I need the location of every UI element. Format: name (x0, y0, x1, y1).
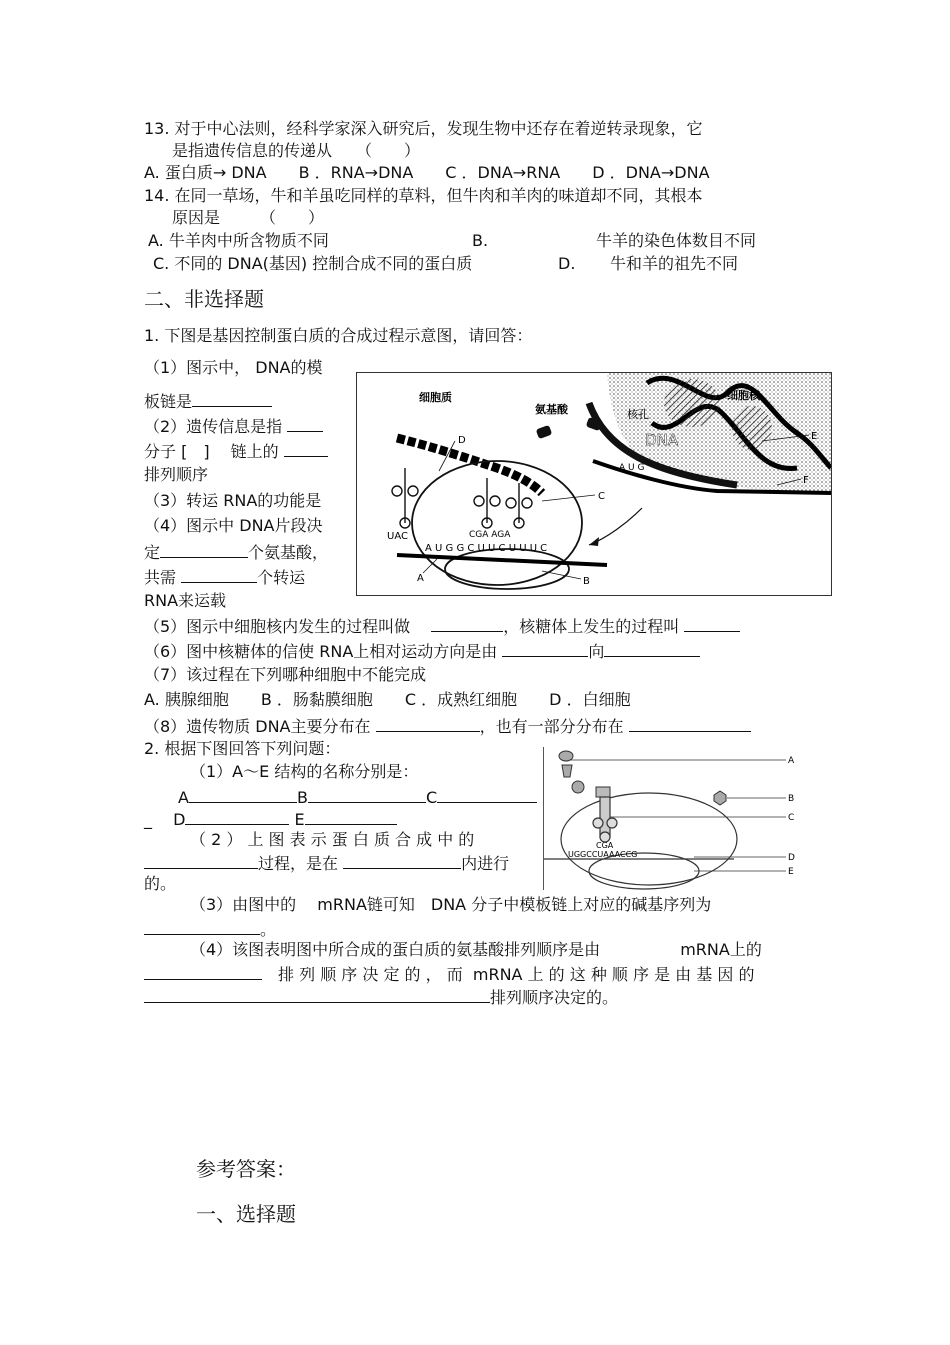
p2-s2-line1: （ 2 ） 上 图 表 示 蛋 白 质 合 成 中 的 (190, 830, 475, 849)
label-b: B (788, 794, 795, 804)
p2-s2-line3: 的。 (144, 874, 177, 893)
p2-s1-de: _ D E (144, 808, 397, 830)
p1-s7-options: A. 胰腺细胞 B ．肠黏膜细胞 C ．成熟红细胞 D ．白细胞 (144, 690, 631, 709)
blank[interactable] (502, 640, 588, 657)
blank[interactable] (604, 640, 700, 657)
p1-s2-line1: （2）遗传信息是指 (144, 415, 323, 437)
q14-line1: 14. 在同一草场，牛和羊虽吃同样的草料，但牛肉和羊肉的味道却不同，其根本 (144, 186, 703, 205)
q13-line2: 是指遗传信息的传递从 （ ） (172, 141, 421, 160)
nucleus-label: 细胞核 (727, 389, 760, 402)
trna (593, 797, 617, 842)
dna-helix-section (664, 379, 720, 427)
anticodon-label: UAC (387, 531, 408, 542)
blank[interactable] (431, 615, 503, 632)
p1-s2-line3: 排列顺序 (144, 465, 209, 484)
amino-acid-icon (562, 765, 572, 777)
label-c: C (598, 491, 605, 502)
q14-option-a: A. 牛羊肉中所含物质不同 (148, 231, 329, 250)
protein-synthesis-figure (356, 372, 832, 596)
amino-acid-icon (536, 425, 553, 439)
p2-s1-abc: A B C (178, 786, 537, 808)
blank[interactable] (192, 390, 272, 407)
q14-option-c: C. 不同的 DNA(基因) 控制合成不同的蛋白质 (153, 254, 473, 273)
mrna-sequence-label: A U G G C U U C U U U C (425, 543, 548, 554)
q14-option-b-label: B. (472, 231, 489, 250)
blank[interactable] (189, 786, 297, 803)
p2-s2-line2: 过程，是在 内进行 (144, 852, 509, 874)
arrow-head (589, 537, 599, 546)
p2-intro: 2. 根据下图回答下列问题： (144, 739, 341, 758)
blank[interactable] (305, 808, 397, 825)
blank[interactable] (160, 541, 248, 558)
p1-s1-line1: （1）图示中， DNA的模 (144, 358, 323, 377)
blank[interactable] (181, 566, 257, 583)
p1-s4-line1: （4）图示中 DNA片段决 (144, 516, 323, 535)
mrna-sequence-label: UGGCCUAAACCG (568, 850, 638, 859)
p1-intro: 1. 下图是基因控制蛋白质的合成过程示意图，请回答： (144, 326, 533, 345)
p1-s4-line2: 定 个氨基酸， (144, 543, 329, 562)
q13-options: A. 蛋白质→ DNA B ．RNA→DNA C ．DNA→RNA D ．DNA→DNA (144, 163, 710, 182)
blank[interactable] (144, 918, 260, 935)
q14-option-b: 牛羊的染色体数目不同 (596, 231, 757, 250)
blank[interactable] (376, 715, 480, 732)
amino-acid-label: 氨基酸 (535, 403, 568, 416)
blank[interactable] (684, 615, 740, 632)
label-e: E (788, 867, 794, 877)
label-d: D (458, 435, 466, 446)
cytoplasm-label: 细胞质 (419, 391, 452, 404)
label-a: A (417, 573, 424, 584)
blank[interactable] (437, 786, 537, 803)
nuclear-pore-label: 核孔 (627, 408, 649, 421)
label-e: E (811, 431, 818, 442)
q14-line2: 原因是 （ ） (172, 208, 325, 227)
q14-option-d: 牛和羊的祖先不同 (610, 254, 739, 273)
p2-s4-line2: 排 列 顺 序 决 定 的 ， 而 mRNA 上 的 这 种 顺 序 是 由 基 因 的 (144, 963, 754, 985)
q14-option-d-label: D. (558, 254, 576, 273)
codon-label: CGA AGA (469, 530, 511, 540)
label-d: D (788, 853, 795, 863)
short-seq-label: A U G (619, 463, 645, 473)
blank[interactable] (629, 715, 751, 732)
polypeptide-chain (397, 438, 542, 493)
dna-helix-section (732, 406, 772, 450)
p1-s8: （8）遗传物质 DNA主要分布在 ，也有一部分分布在 (144, 715, 751, 737)
dna-label: DNA (645, 431, 679, 449)
blank[interactable] (185, 808, 289, 825)
p1-s6: （6）图中核糖体的信使 RNA上相对运动方向是由 向 (144, 640, 700, 662)
ribosome-large-subunit (412, 461, 582, 585)
blank[interactable] (308, 786, 426, 803)
translation-figure (543, 747, 804, 890)
q13-line1: 13. 对于中心法则，经科学家深入研究后，发现生物中还存在着逆转录现象，它 (144, 119, 703, 138)
anticodon-label: CGA (596, 841, 614, 850)
p2-s4-line1: （4）该图表明图中所合成的蛋白质的氨基酸排列顺序是由 mRNA上的 (190, 940, 762, 959)
blank[interactable] (287, 415, 323, 432)
p1-s1-line2: 板链是 (144, 390, 272, 412)
amino-acid-icon (559, 751, 573, 761)
label-f: F (803, 475, 809, 486)
p1-s7: （7）该过程在下列哪种细胞中不能完成 (144, 665, 427, 684)
blank[interactable] (144, 852, 258, 869)
answers-title: 参考答案： (196, 1157, 296, 1181)
blank[interactable] (284, 440, 328, 457)
p1-s5: （5）图示中细胞核内发生的过程叫做 ，核糖体上发生的过程叫 (144, 615, 740, 637)
trna (474, 478, 532, 528)
amino-acid-icon (596, 787, 610, 797)
p1-s2-line2: 分子 [ ] 链上的 (144, 440, 328, 462)
label-c: C (788, 813, 795, 823)
p2-s1: （1）A～E 结构的名称分别是： (190, 762, 419, 781)
p1-s4-line3: 共需 个转运 (144, 568, 306, 587)
p2-s3-line2: 。 (144, 918, 276, 940)
p1-s4-line4: RNA来运载 (144, 591, 227, 610)
free-amino-acid (714, 791, 726, 805)
p2-s4-line3: 排列顺序决定的。 (144, 986, 618, 1008)
label-b: B (583, 576, 590, 587)
answers-section1: 一、选择题 (196, 1202, 296, 1226)
ribosome-small-subunit (445, 549, 569, 589)
amino-acid-icon (572, 781, 584, 793)
blank[interactable] (144, 963, 262, 980)
trna (392, 468, 418, 528)
section-title-nonchoice: 二、非选择题 (144, 287, 264, 311)
p1-s3: （3）转运 RNA的功能是 (144, 491, 322, 510)
blank[interactable] (144, 986, 490, 1003)
label-a: A (788, 756, 795, 766)
p2-s3-line1: （3）由图中的 mRNA链可知 DNA 分子中模板链上对应的碱基序列为 (190, 895, 712, 914)
blank[interactable] (343, 852, 461, 869)
